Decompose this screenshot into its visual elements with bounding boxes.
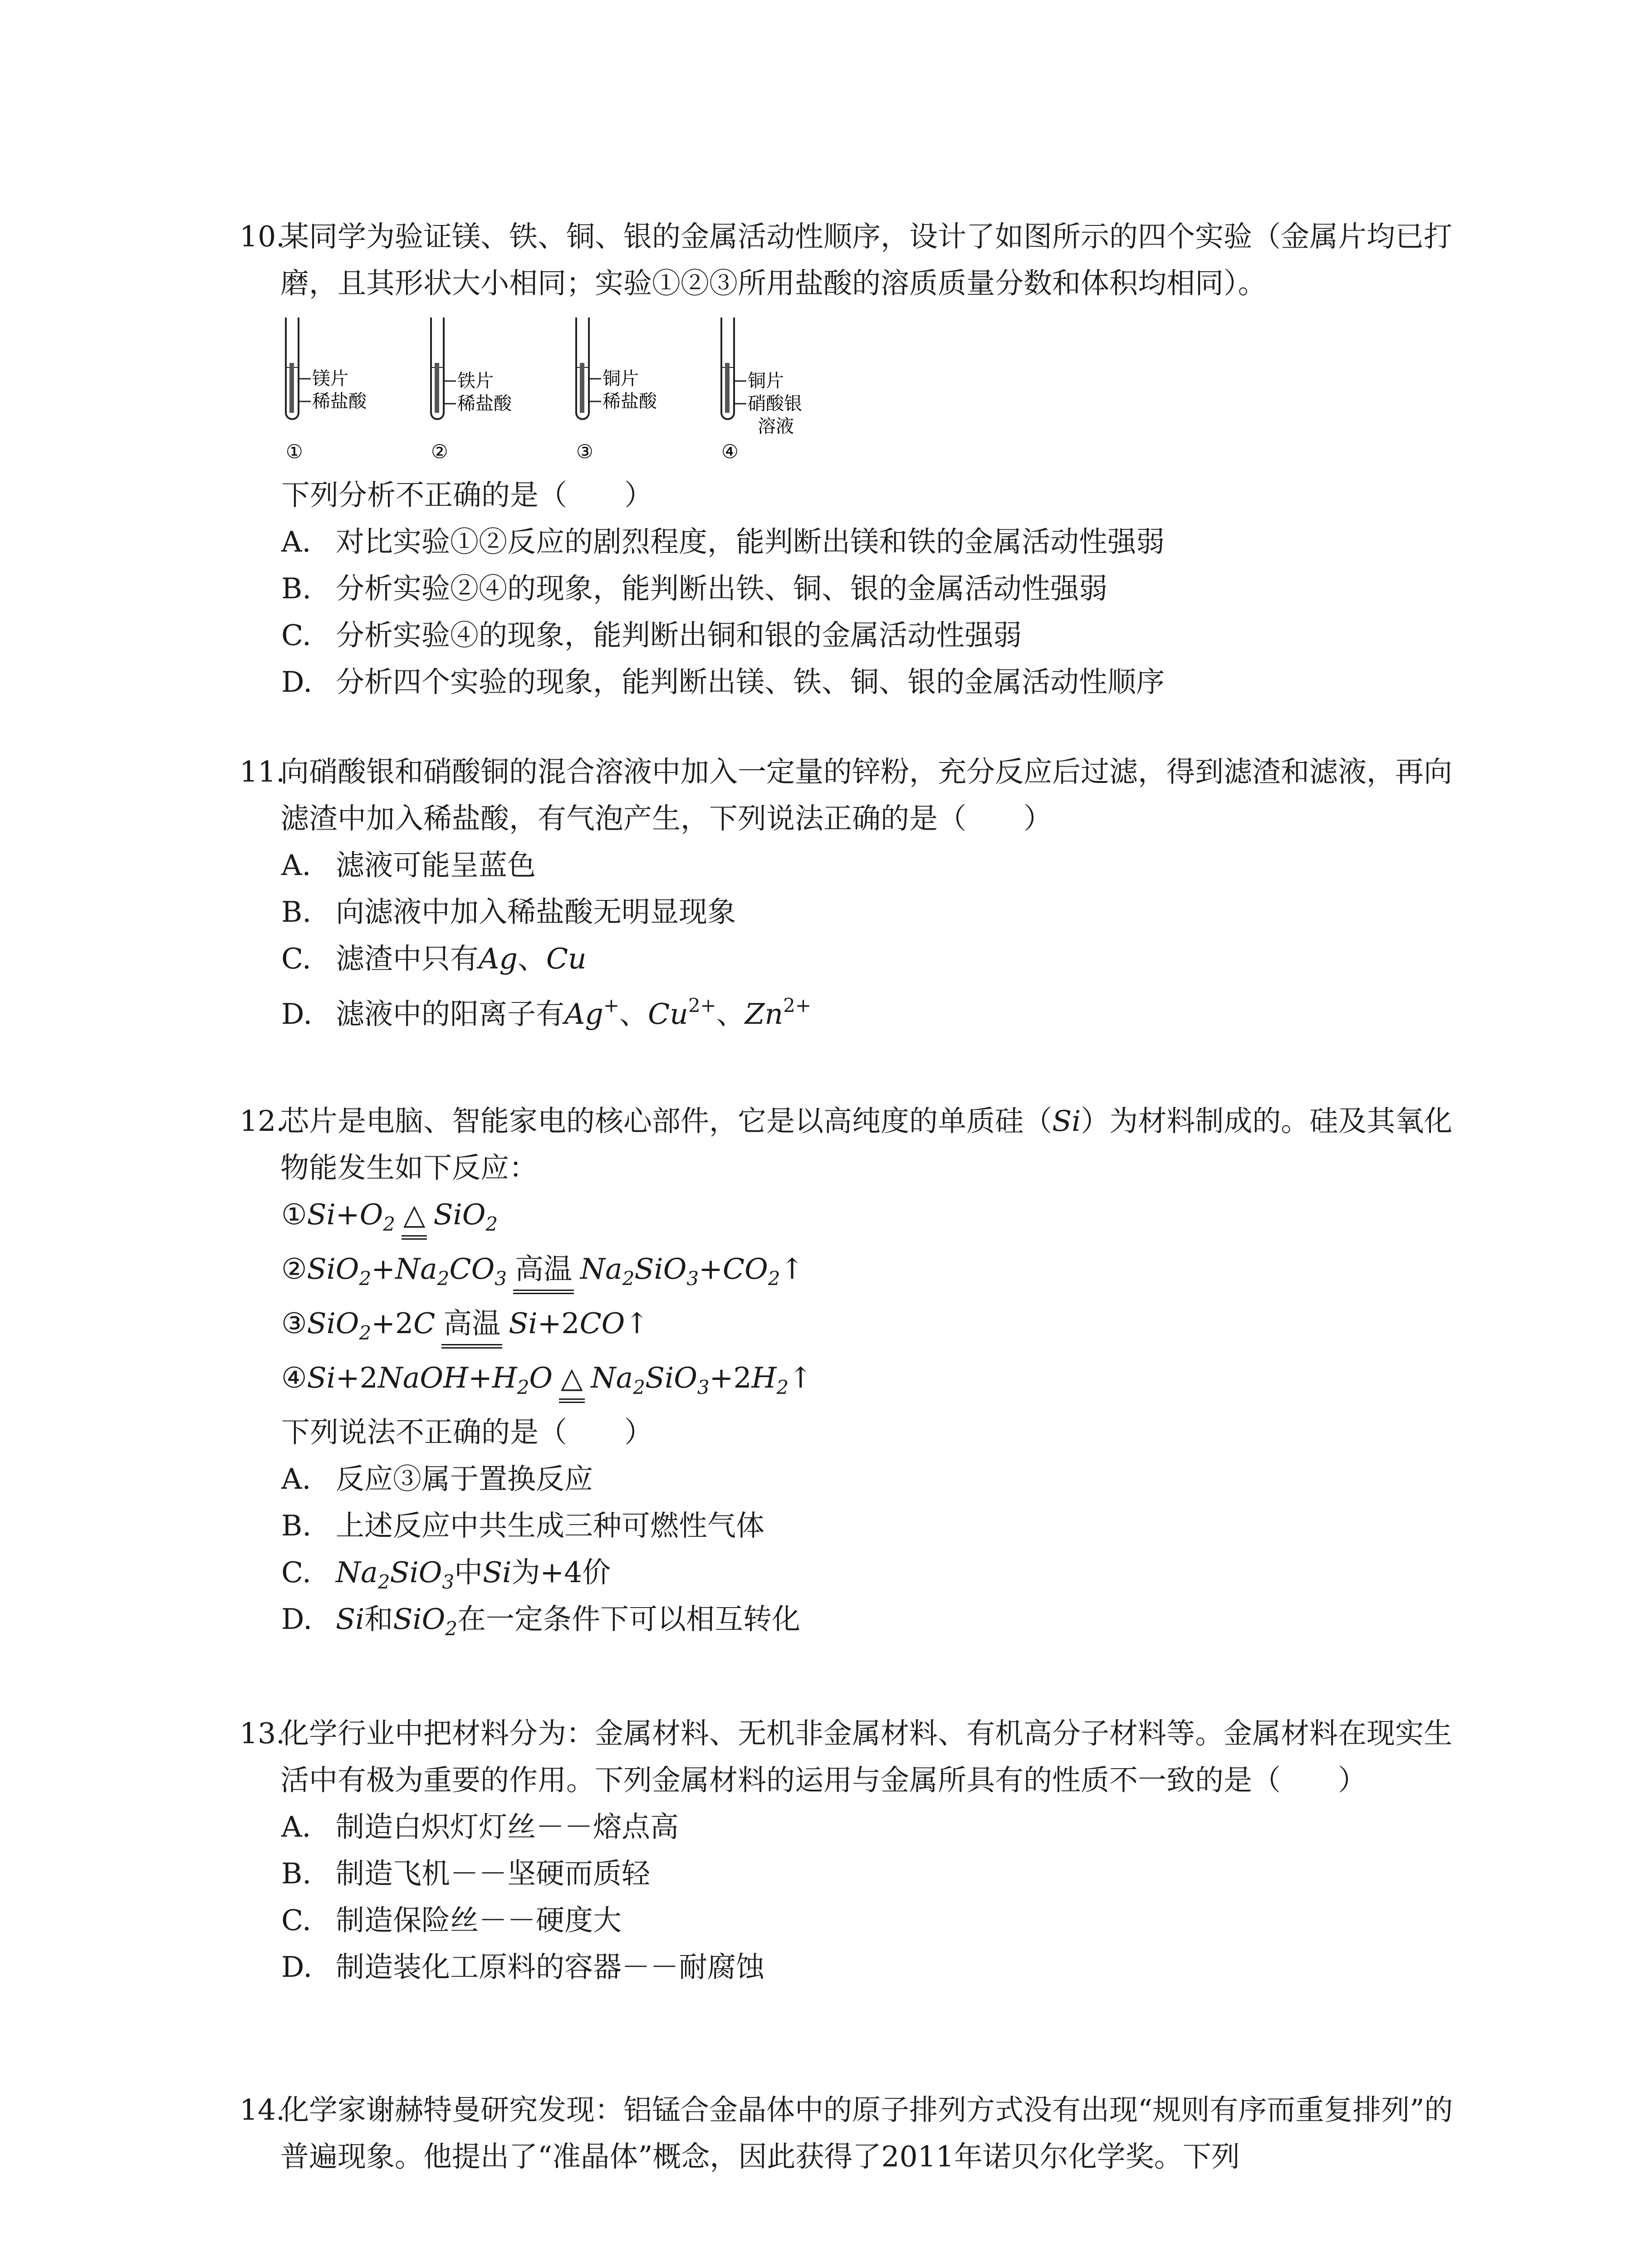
option-b[interactable]: B. 制造飞机－－坚硬而质轻	[281, 1857, 650, 1890]
option-a[interactable]: A. 对比实验①②反应的剧烈程度，能判断出镁和铁的金属活动性强弱	[281, 525, 1165, 558]
question-stem: 13.化学行业中把材料分为：金属材料、无机非金属材料、有机高分子材料等。金属材料在现实生活中有极为重要的作用。下列金属材料的运用与金属所具有的性质不一致的是（ ）	[240, 1710, 1455, 1804]
option-list	[240, 518, 1455, 705]
option-d[interactable]: D. 制造装化工原料的容器－－耐腐蚀	[281, 1950, 764, 1984]
question-number: 10.	[240, 220, 285, 253]
option-list	[240, 1456, 1455, 1642]
option-b[interactable]: B. 分析实验②④的现象，能判断出铁、铜、银的金属活动性强弱	[281, 572, 1107, 605]
question-stem: 14.化学家谢赫特曼研究发现：铝锰合金晶体中的原子排列方式没有出现“规则有序而重复排列”的普遍现象。他提出了“准晶体”概念，因此获得了2011年诺贝尔化学奖。下列	[240, 2087, 1455, 2180]
equation-2: $②SiO_2+Na_2CO_3$ 高温 $Na_2SiO_3+CO_2↑$	[240, 1246, 1455, 1300]
tube-index: ③	[576, 440, 593, 463]
tube-index: ④	[721, 440, 739, 463]
tube-label: 铜片	[603, 369, 639, 389]
question-10-options	[240, 472, 1455, 705]
tube-index: ①	[286, 440, 303, 463]
question-number: 13.	[240, 1717, 285, 1750]
question-prompt: 下列分析不正确的是（ ）	[281, 479, 653, 512]
question-stem: 12.芯片是电脑、智能家电的核心部件，它是以高纯度的单质硅（Si）为材料制成的。硅及其氧化物能发生如下反应：	[240, 1098, 1455, 1191]
option-c[interactable]: C. 分析实验④的现象，能判断出铜和银的金属活动性强弱	[281, 619, 1022, 652]
tube-label: 硝酸银	[748, 394, 802, 414]
option-b[interactable]: B. 上述反应中共生成三种可燃性气体	[281, 1509, 764, 1542]
option-d[interactable]: D. 滤液中的阳离子有Ag+、$Cu^{2+}$、$Zn^{2+}$	[281, 994, 812, 1031]
question-10	[240, 213, 1455, 307]
option-d[interactable]: D. Si和SiO$_2$在一定条件下可以相互转化	[281, 1603, 801, 1640]
option-a[interactable]: A. 反应③属于置换反应	[281, 1462, 593, 1496]
equation-3: ③SiO$_2$+2C 高温 Si+2CO↑	[240, 1300, 1455, 1354]
tube-label: 镁片	[312, 369, 348, 389]
tube-index: ②	[431, 440, 448, 463]
question-13	[240, 1710, 1455, 1990]
option-a[interactable]: A. 制造白炽灯灯丝－－熔点高	[281, 1810, 679, 1843]
tube-label: 稀盐酸	[312, 391, 367, 411]
tube-label: 稀盐酸	[457, 394, 512, 414]
question-12	[240, 1098, 1455, 1642]
option-b[interactable]: B. 向滤液中加入稀盐酸无明显现象	[281, 895, 736, 929]
question-number: 11.	[240, 755, 285, 788]
option-d[interactable]: D. 分析四个实验的现象，能判断出镁、铁、铜、银的金属活动性顺序	[281, 665, 1165, 699]
option-a[interactable]: A. 滤液可能呈蓝色	[281, 849, 536, 882]
question-prompt: 下列说法不正确的是（ ）	[281, 1416, 653, 1449]
tube-label: 铜片	[748, 371, 784, 391]
question-stem: 10.某同学为验证镁、铁、铜、银的金属活动性顺序，设计了如图所示的四个实验（金属片均已打磨，且其形状大小相同；实验①②③所用盐酸的溶质质量分数和体积均相同）。	[240, 213, 1455, 307]
tube-label: 铁片	[457, 371, 494, 391]
test-tube-2	[431, 318, 512, 463]
option-c[interactable]: C. $Na_2SiO_3$中Si为+4价	[281, 1556, 611, 1593]
test-tube-3	[576, 318, 657, 463]
tube-label: 溶液	[758, 416, 794, 436]
option-list	[240, 842, 1455, 1032]
option-c[interactable]: C. 制造保险丝－－硬度大	[281, 1904, 622, 1937]
option-list	[240, 1804, 1455, 1990]
test-tube-1	[286, 318, 367, 463]
test-tubes-figure	[277, 313, 876, 476]
test-tube-4	[721, 318, 802, 463]
question-11	[240, 748, 1455, 1032]
equation-1: $①Si+O_2$ △ SiO$_2$	[240, 1191, 1455, 1246]
question-14	[240, 2087, 1455, 2180]
question-number: 12.	[240, 1105, 285, 1138]
question-stem: 11.向硝酸银和硝酸铜的混合溶液中加入一定量的锌粉，充分反应后过滤，得到滤渣和滤液，再向滤渣中加入稀盐酸，有气泡产生，下列说法正确的是（ ）	[240, 748, 1455, 842]
option-c[interactable]: C. 滤渣中只有Ag、Cu	[281, 942, 587, 975]
question-number: 14.	[240, 2093, 285, 2126]
tube-label: 稀盐酸	[603, 391, 657, 411]
equation-4: $④Si+2NaOH+H_2O$ △ $Na_2SiO_3+2H_2↑$	[240, 1354, 1455, 1409]
